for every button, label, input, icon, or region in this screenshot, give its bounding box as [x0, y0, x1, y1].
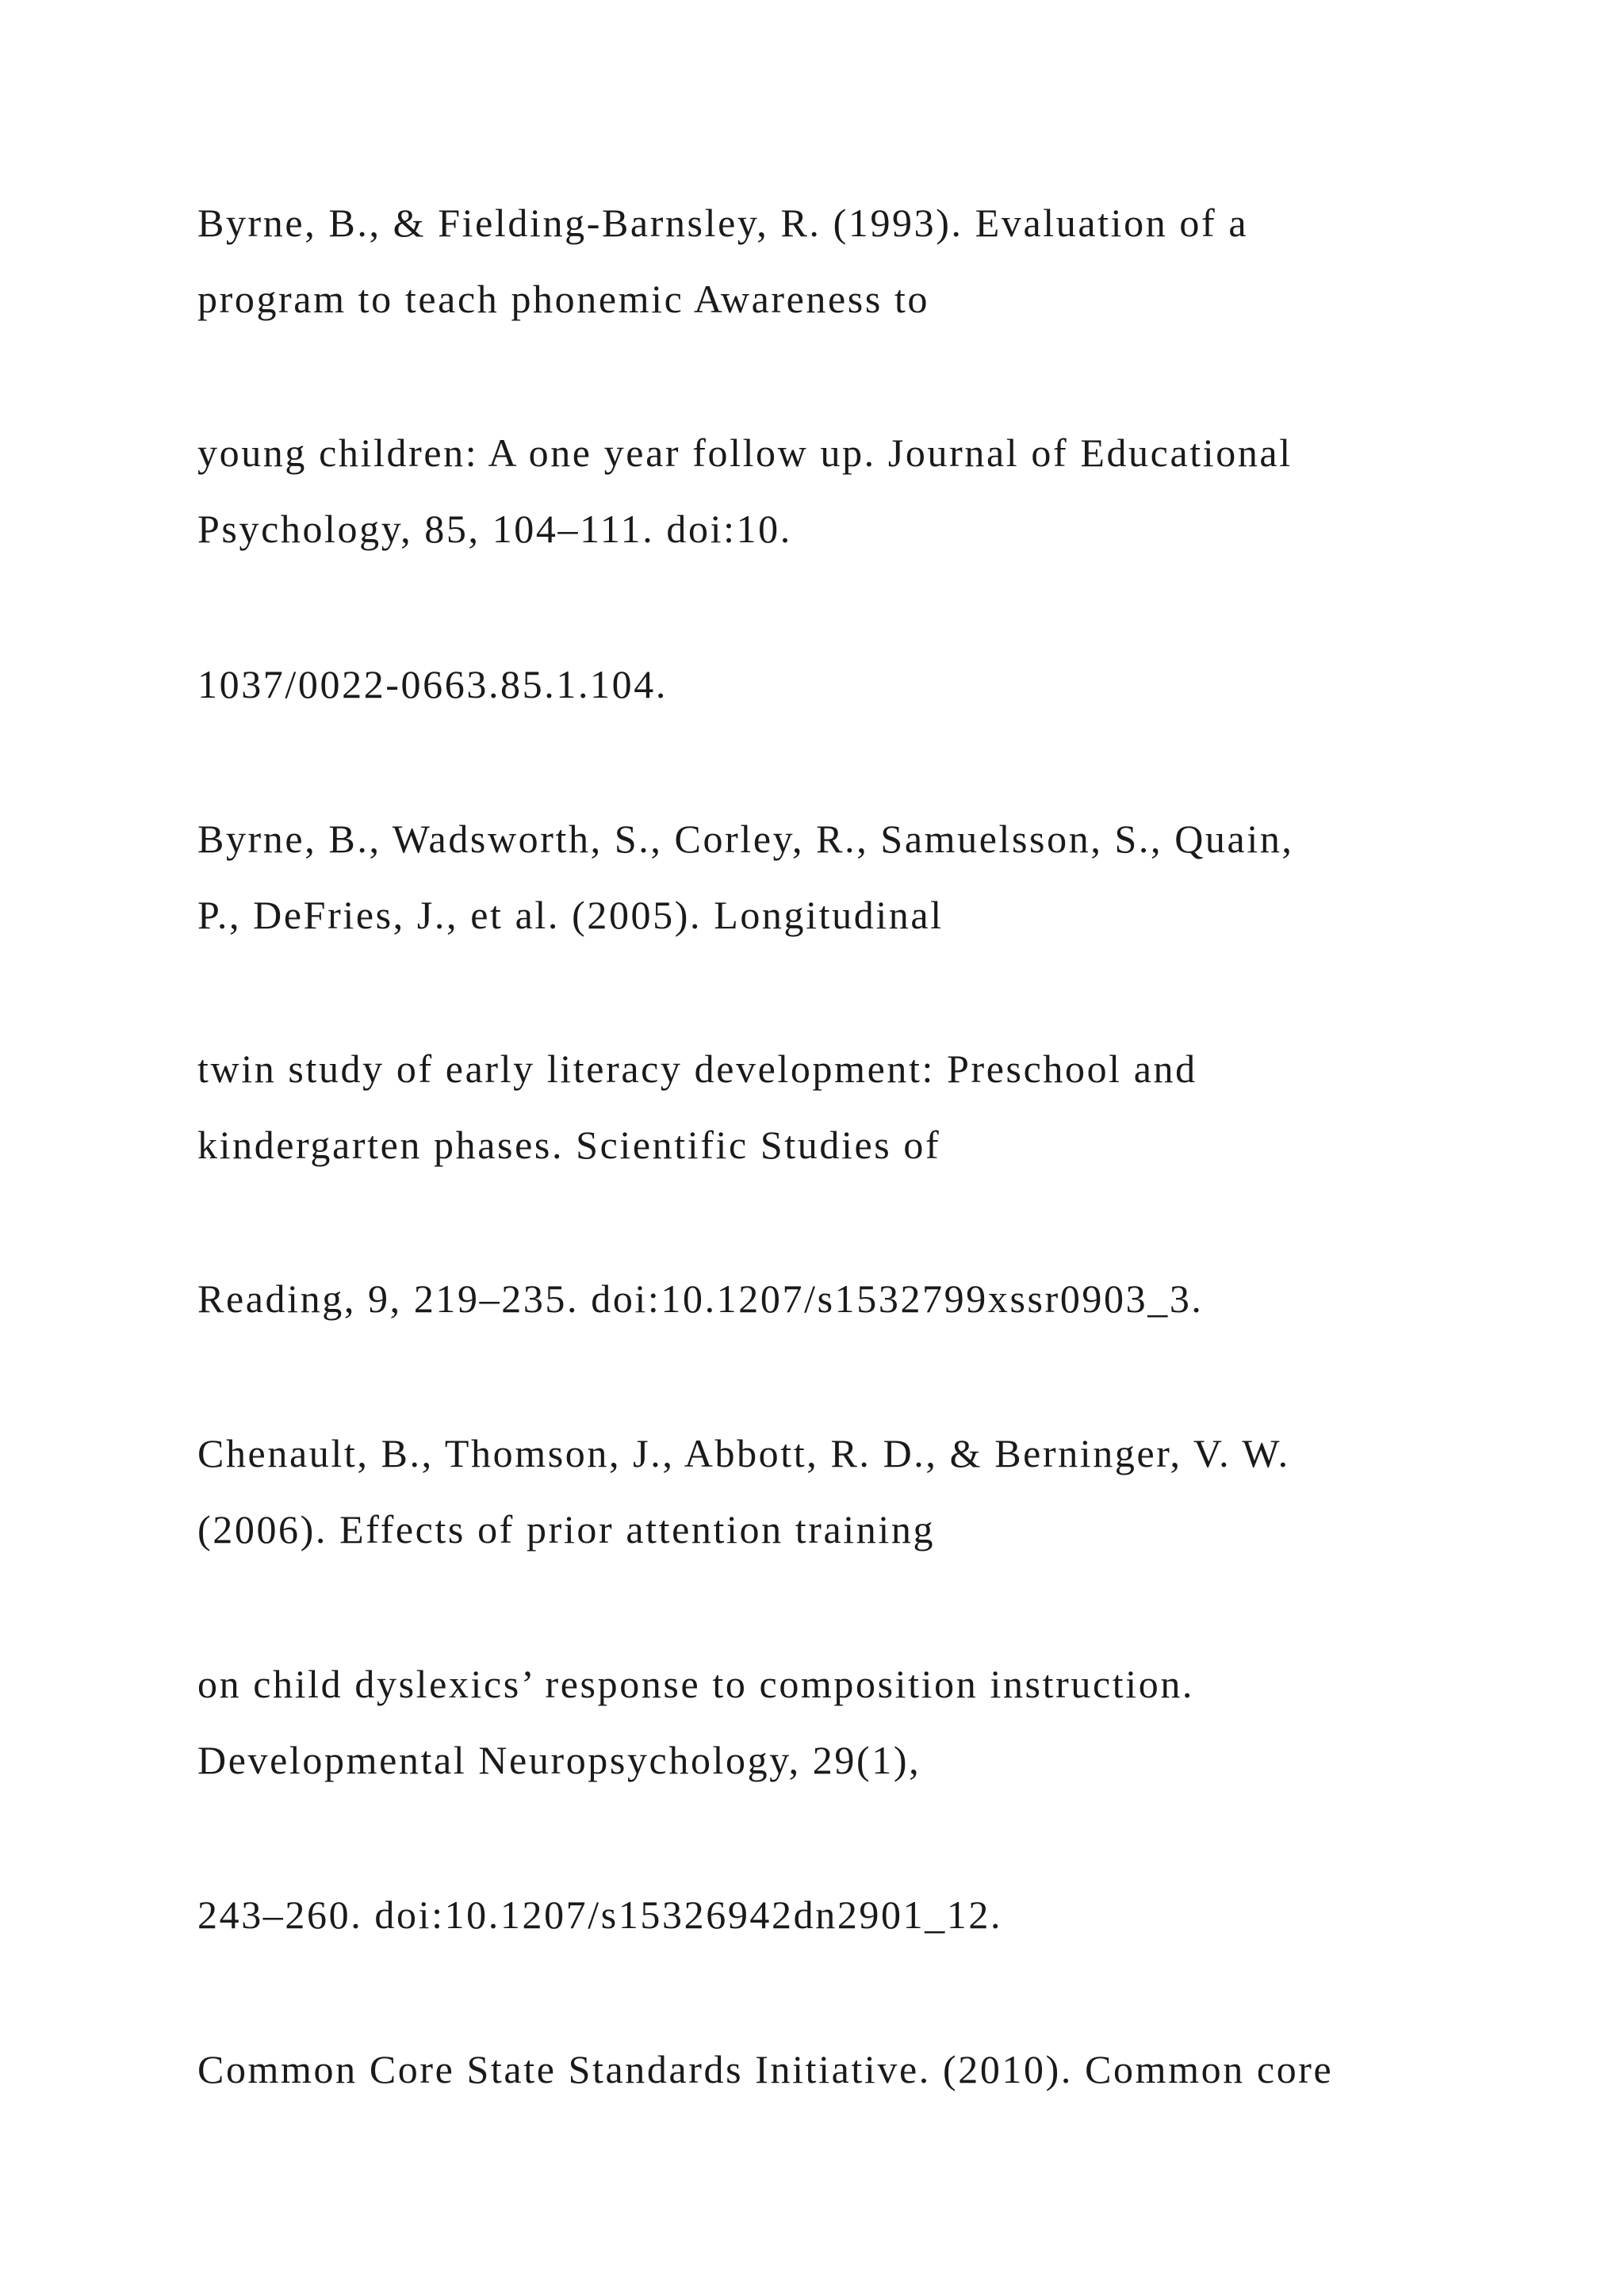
reference-paragraph [197, 1261, 1593, 1337]
text-line: Reading, 9, 219–235. doi:10.1207/s1532799xssr0903_3. [197, 1276, 1204, 1321]
text-line: Developmental Neuropsychology, 29(1), [197, 1738, 921, 1782]
text-line: P., DeFries, J., et al. (2005). Longitudinal [197, 893, 944, 937]
reference-paragraph [197, 1031, 1593, 1183]
text-line: Common Core State Standards Initiative. (2010). Common core [197, 2047, 1334, 2091]
text-line: kindergarten phases. Scientific Studies of [197, 1123, 941, 1167]
text-line: Chenault, B., Thomson, J., Abbott, R. D., & Berninger, V. W. [197, 1431, 1290, 1475]
reference-paragraph [197, 1646, 1593, 1798]
reference-paragraph [197, 185, 1593, 337]
text-line: (2006). Effects of prior attention training [197, 1507, 936, 1552]
text-line: 1037/0022-0663.85.1.104. [197, 662, 668, 706]
text-line: twin study of early literacy development: Preschool and [197, 1047, 1197, 1091]
reference-paragraph [197, 801, 1593, 953]
text-line: program to teach phonemic Awareness to [197, 277, 930, 321]
reference-paragraph [197, 1415, 1593, 1567]
text-line: young children: A one year follow up. Journal of Educational [197, 430, 1293, 475]
text-line: on child dyslexics’ response to composition instruction. [197, 1662, 1195, 1706]
text-line: 243–260. doi:10.1207/s15326942dn2901_12. [197, 1892, 1003, 1937]
reference-paragraph [197, 1877, 1593, 1953]
reference-paragraph [197, 415, 1593, 567]
reference-paragraph [197, 646, 1593, 722]
reference-paragraph [197, 2031, 1593, 2107]
text-line: Byrne, B., & Fielding-Barnsley, R. (1993). Evaluation of a [197, 201, 1249, 245]
text-line: Psychology, 85, 104–111. doi:10. [197, 507, 792, 551]
text-line: Byrne, B., Wadsworth, S., Corley, R., Samuelsson, S., Quain, [197, 817, 1294, 861]
